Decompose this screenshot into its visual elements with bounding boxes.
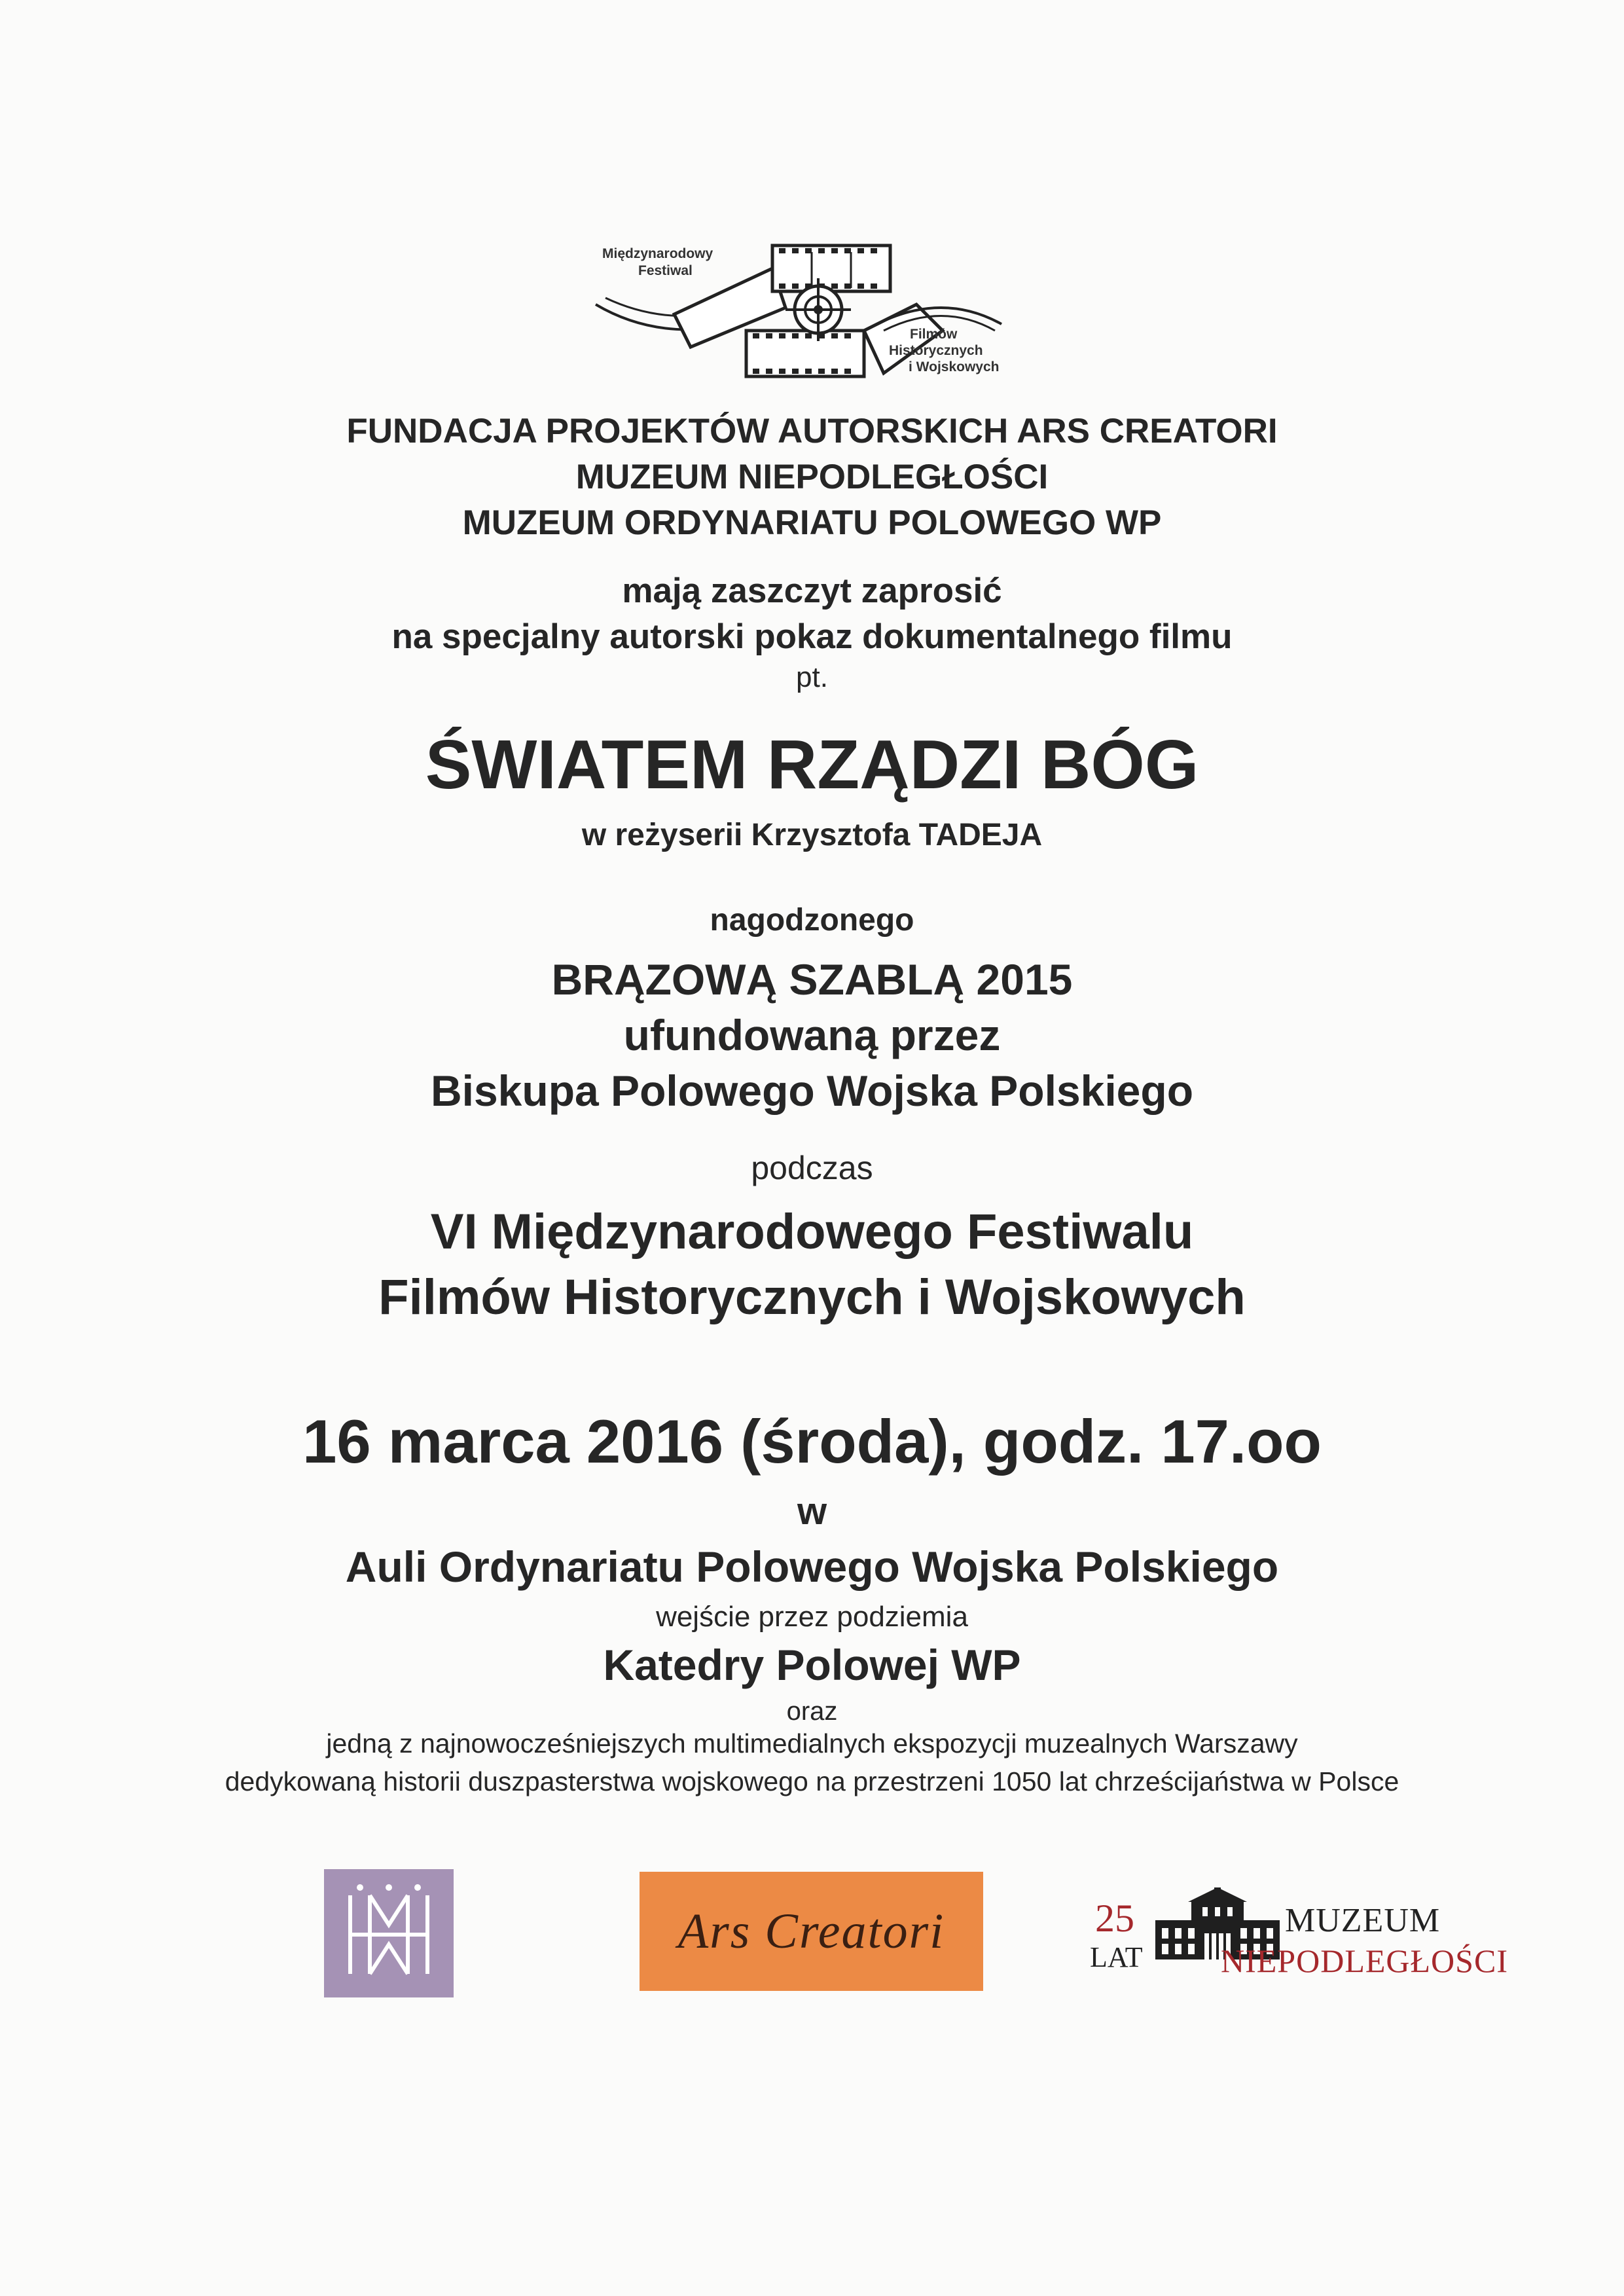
- event-cathedral: Katedry Polowej WP: [603, 1641, 1021, 1689]
- invitation-line1: mają zaszczyt zaprosić: [622, 572, 1002, 610]
- muzeum-ordynariatu-mh-logo: [324, 1869, 454, 1997]
- event-exhibit1: jedną z najnowocześniejszych multimedialnych ekspozycji muzealnych Warszawy: [326, 1728, 1298, 1758]
- award-name: BRĄZOWĄ SZABLĄ 2015: [551, 955, 1073, 1004]
- event-exhibit2: dedykowaną historii duszpasterstwa wojskowego na przestrzeni 1050 lat chrześcijaństwa w Polsce: [225, 1766, 1399, 1796]
- award-funded: ufundowaną przez: [623, 1011, 1001, 1059]
- organizer-1: FUNDACJA PROJEKTÓW AUTORSKICH ARS CREATORI: [346, 412, 1278, 450]
- muzeum-word: MUZEUM: [1285, 1902, 1441, 1939]
- award-intro: nagodzonego: [710, 903, 914, 938]
- muzeum-niepodleglosci-logo: [1090, 1871, 1508, 1982]
- festival-logo: [576, 232, 1034, 390]
- muzeum-name: NIEPODLEGŁOŚCI: [1221, 1942, 1508, 1979]
- organizer-3: MUZEUM ORDYNARIATU POLOWEGO WP: [462, 503, 1162, 542]
- muzeum-ordynariatu-logo: [324, 1869, 454, 1997]
- invitation-line2: na specjalny autorski pokaz dokumentalnego filmu: [391, 617, 1233, 656]
- event-venue: Auli Ordynariatu Polowego Wojska Polskiego: [345, 1542, 1279, 1591]
- festival-logo-line2: Festiwal: [638, 263, 693, 278]
- invitation-line3: pt.: [796, 661, 828, 693]
- ars-creatori-text: Ars Creatori: [677, 1904, 945, 1959]
- festival-logo-line4: Historycznych: [889, 343, 983, 358]
- award-funder: Biskupa Polowego Wojska Polskiego: [430, 1066, 1194, 1115]
- event-and: oraz: [786, 1697, 838, 1726]
- festival-line1: VI Międzynarodowego Festiwalu: [430, 1204, 1194, 1260]
- festival-intro: podczas: [751, 1150, 873, 1186]
- festival-logo-line1: Międzynarodowy: [602, 246, 713, 261]
- muzeum-lat: LAT: [1090, 1941, 1143, 1973]
- muzeum-25: 25: [1095, 1897, 1134, 1940]
- event-w: w: [797, 1490, 827, 1533]
- festival-logo-line3: Filmów: [910, 327, 958, 342]
- event-entry: wejście przez podziemia: [656, 1601, 968, 1633]
- film-title: ŚWIATEM RZĄDZI BÓG: [425, 726, 1199, 803]
- ars-creatori-logo: [640, 1872, 983, 1991]
- event-datetime: 16 marca 2016 (środa), godz. 17.oo: [302, 1407, 1322, 1476]
- film-director: w reżyserii Krzysztofa TADEJA: [581, 818, 1043, 852]
- festival-logo-line5: i Wojskowych: [909, 359, 1000, 374]
- organizer-2: MUZEUM NIEPODLEGŁOŚCI: [575, 458, 1049, 496]
- festival-line2: Filmów Historycznych i Wojskowych: [378, 1269, 1246, 1325]
